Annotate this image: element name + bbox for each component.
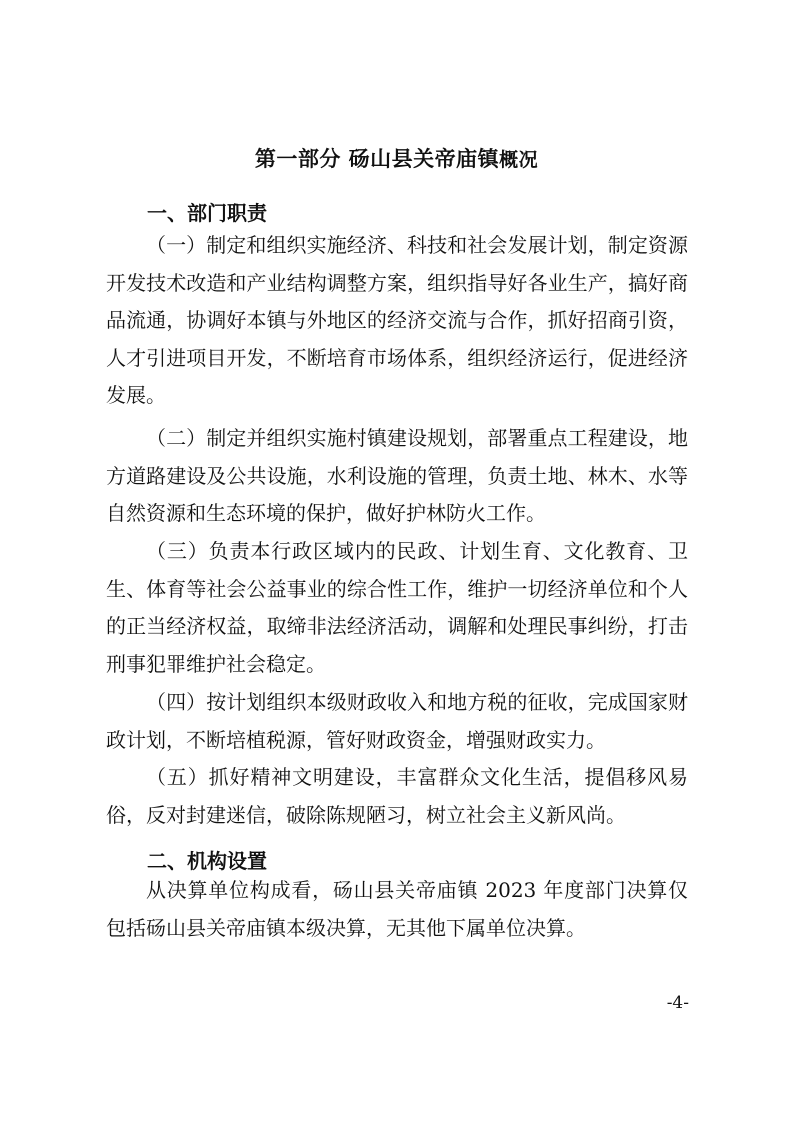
section-heading-duties: 一、部门职责 <box>147 201 267 225</box>
page-title-main: 第一部分 砀山县关帝庙镇 <box>254 147 500 171</box>
page-title-tail: 概况 <box>499 149 539 171</box>
paragraph-duty-5: （五）抓好精神文明建设，丰富群众文化生活，提倡移风易俗，反对封建迷信，破除陈规陋习，树立社会主义新风尚。 <box>106 765 688 827</box>
paragraph-duty-1: （一）制定和组织实施经济、科技和社会发展计划，制定资源开发技术改造和产业结构调整方案，组织指导好各业生产，搞好商品流通，协调好本镇与外地区的经济交流与合作，抓好招商引资，人才引进项目开发，不断培育市场体系，组织经济运行，促进经济发展。 <box>106 233 688 407</box>
section-heading-structure: 二、机构设置 <box>147 849 267 873</box>
paragraph-duty-2: （二）制定并组织实施村镇建设规划，部署重点工程建设，地方道路建设及公共设施，水利设施的管理，负责土地、林木、水等自然资源和生态环境的保护，做好护林防火工作。 <box>106 426 688 525</box>
paragraph-duty-4: （四）按计划组织本级财政收入和地方税的征收，完成国家财政计划，不断培植税源，管好财政资金，增强财政实力。 <box>106 690 688 752</box>
paragraph-duty-3: （三）负责本行政区域内的民政、计划生育、文化教育、卫生、体育等社会公益事业的综合性工作，维护一切经济单位和个人的正当经济权益，取缔非法经济活动，调解和处理民事纠纷，打击刑事犯罪维护社会稳定。 <box>106 539 688 676</box>
page-title <box>0 143 793 173</box>
paragraph-structure-1: 从决算单位构成看，砀山县关帝庙镇 2023 年度部门决算仅包括砀山县关帝庙镇本级决算，无其他下属单位决算。 <box>106 878 688 940</box>
page-number: -4- <box>666 993 689 1013</box>
